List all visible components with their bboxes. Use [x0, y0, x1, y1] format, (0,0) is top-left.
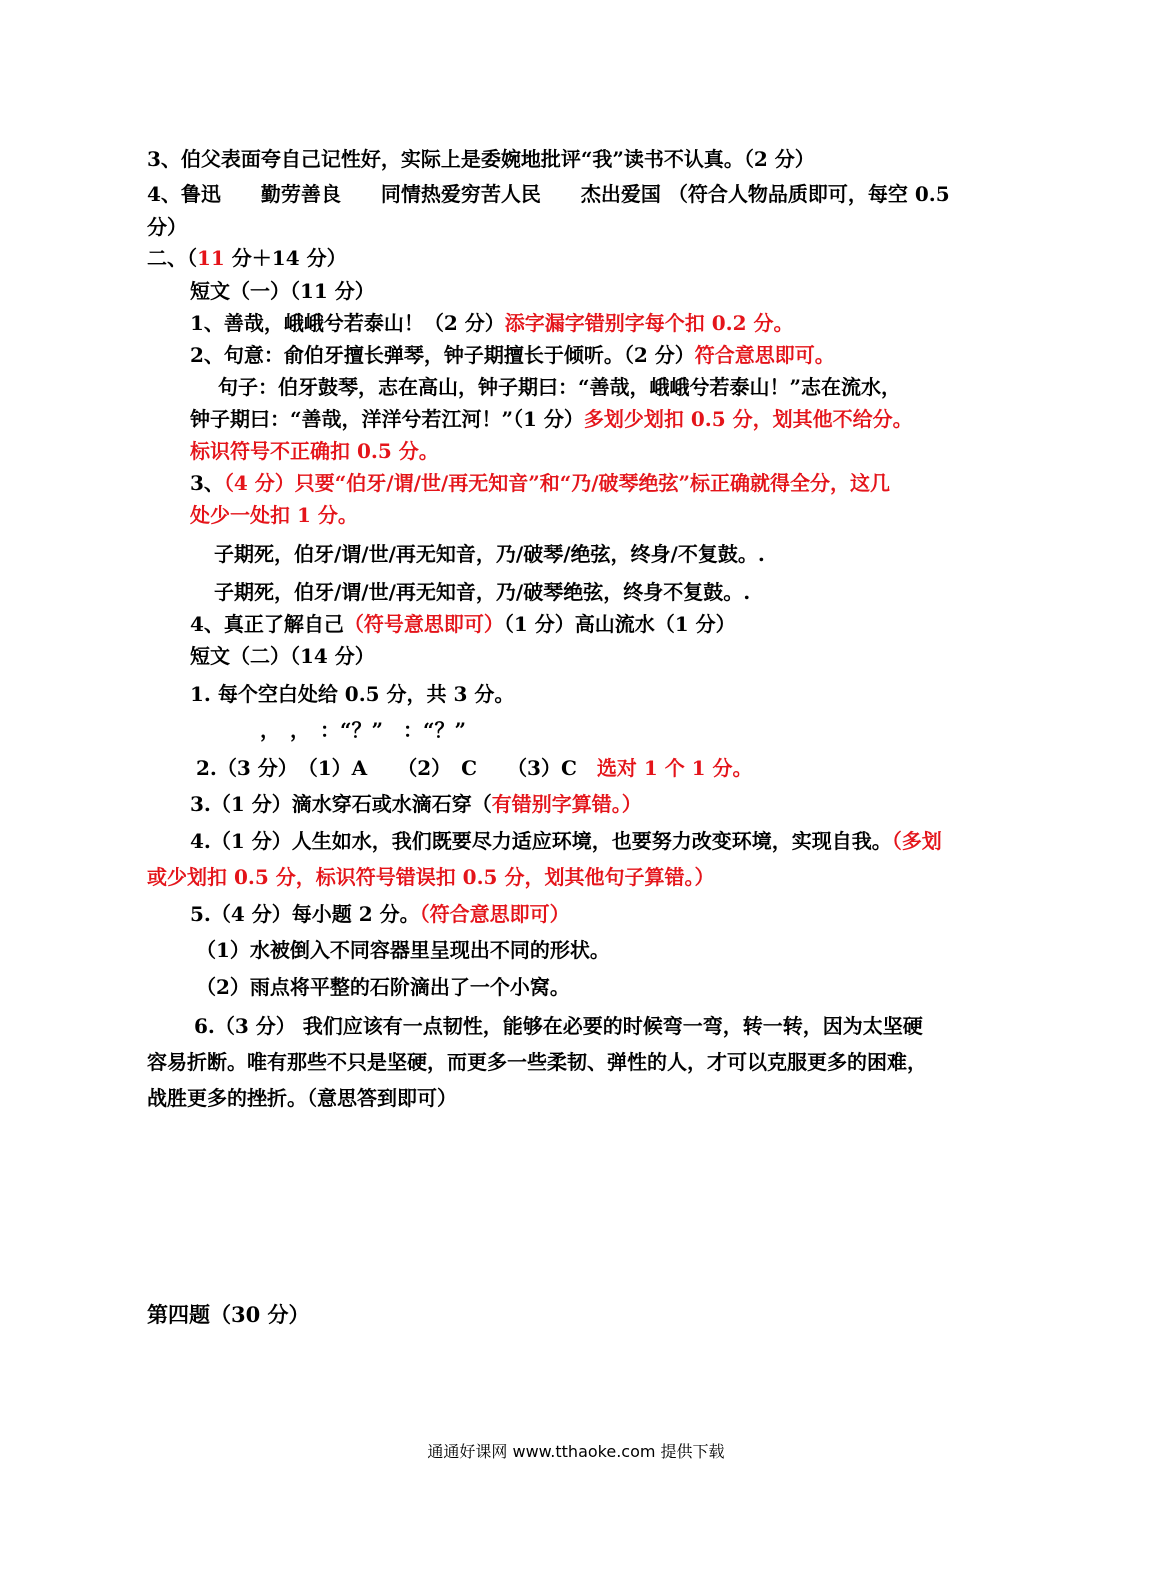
text: （2）雨点将平整的石阶滴出了一个小窝。 [196, 975, 570, 999]
text: 短文（一）（11 分） [190, 279, 375, 303]
red-text: 多划少划扣 0.5 分，划其他不给分。 [583, 407, 913, 431]
p2-q4 [190, 826, 942, 856]
text: 4、真正了解自己 [190, 612, 344, 636]
text: ， ， ：“？” ：“？” [260, 718, 467, 742]
text: 分＋14 分） [224, 246, 347, 270]
text: 分） [147, 215, 187, 239]
p2-q6 [194, 1011, 923, 1041]
passage-1-heading [190, 276, 375, 306]
p1-q2 [190, 340, 835, 370]
p2-q2 [196, 753, 753, 783]
text: 1、善哉，峨峨兮若泰山！（2 分） [190, 311, 505, 335]
p1-q4 [190, 609, 736, 639]
text: （1）水被倒入不同容器里呈现出不同的形状。 [196, 938, 610, 962]
red-text: 或少划扣 0.5 分，标识符号错误扣 0.5 分，划其他句子算错。） [147, 865, 715, 889]
answer-3 [147, 144, 815, 174]
answer-4-cont [147, 212, 187, 242]
text: 子期死，伯牙/谓/世/再无知音，乃/破琴/绝弦，终身/不复鼓。. [214, 542, 765, 566]
p1-q3-example-1 [214, 539, 765, 569]
p2-q1-punctuation [260, 715, 466, 745]
text: 容易折断。唯有那些不只是坚硬，而更多一些柔韧、弹性的人，才可以克服更多的困难， [147, 1050, 927, 1074]
text: 3、 [190, 471, 224, 495]
red-text: （多划 [891, 829, 942, 853]
p1-q2-note [190, 436, 439, 466]
text: 子期死，伯牙/谓/世/再无知音，乃/破琴绝弦，终身不复鼓。. [214, 580, 751, 604]
p1-q3 [190, 468, 890, 498]
p2-q5-item-2 [196, 972, 570, 1002]
text: 短文（二）（14 分） [190, 644, 375, 668]
text: 6.（3 分） 我们应该有一点韧性，能够在必要的时候弯一弯，转一转，因为太坚硬 [194, 1014, 923, 1038]
red-text: （符号意思即可） [343, 612, 504, 636]
red-text: 添字漏字错别字每个扣 0.2 分。 [504, 311, 794, 335]
answer-4 [147, 179, 950, 209]
red-text: 符合意思即可。 [694, 343, 835, 367]
p1-q3-cont [190, 500, 358, 530]
red-text: 11 [197, 246, 225, 270]
text: 二、（ [147, 246, 197, 270]
p2-q5 [190, 899, 570, 929]
section-2-heading [147, 243, 347, 273]
text: 第四题（30 分） [147, 1302, 310, 1327]
p1-q2-sentence [218, 372, 901, 402]
text: 钟子期曰：“善哉，洋洋兮若江河！”（1 分） [190, 407, 584, 431]
text: 5.（4 分）每小题 2 分。 [190, 902, 420, 926]
p2-q5-item-1 [196, 935, 610, 965]
red-text: 选对 1 个 1 分。 [596, 756, 753, 780]
text: 4、鲁迅 勤劳善良 同情热爱穷苦人民 杰出爱国 （符合人物品质即可，每空 0.5 [147, 182, 950, 206]
p1-q1 [190, 308, 794, 338]
text: 战胜更多的挫折。（意思答到即可） [147, 1086, 457, 1110]
section-4-heading [147, 1300, 310, 1330]
text: 2、句意：俞伯牙擅长弹琴，钟子期擅长于倾听。（2 分） [190, 343, 695, 367]
p2-q6-cont-1 [147, 1047, 927, 1077]
text: 4.（1 分）人生如水，我们既要尽力适应环境，也要努力改变环境，实现自我。 [190, 829, 892, 853]
text: 1. 每个空白处给 0.5 分，共 3 分。 [190, 682, 515, 706]
p2-q1 [190, 679, 514, 709]
text: （1 分）高山流水（1 分） [503, 612, 736, 636]
red-text: （4 分）只要“伯牙/谓/世/再无知音”和“乃/破琴绝弦”标正确就得全分，这几 [223, 471, 891, 495]
red-text: 标识符号不正确扣 0.5 分。 [190, 439, 439, 463]
p2-q6-cont-2 [147, 1083, 457, 1113]
p1-q2-sentence-cont [190, 404, 913, 434]
text: 句子：伯牙鼓琴，志在高山，钟子期曰：“善哉，峨峨兮若泰山！”志在流水， [218, 375, 902, 399]
footer-credit: 通通好课网 www.tthaoke.com 提供下载 [427, 1442, 725, 1461]
passage-2-heading [190, 641, 375, 671]
red-text: 有错别字算错。） [491, 792, 642, 816]
p2-q4-cont [147, 862, 714, 892]
p1-q3-example-2 [214, 577, 750, 607]
p2-q3 [190, 789, 642, 819]
text: 3、伯父表面夸自己记性好，实际上是委婉地批评“我”读书不认真。（2 分） [147, 147, 815, 171]
text: 2.（3 分） （1）A （2） C （3）C [196, 756, 577, 780]
text: 3.（1 分）滴水穿石或水滴石穿（ [190, 792, 492, 816]
red-text: （符合意思即可） [419, 902, 570, 926]
red-text: 处少一处扣 1 分。 [190, 503, 358, 527]
